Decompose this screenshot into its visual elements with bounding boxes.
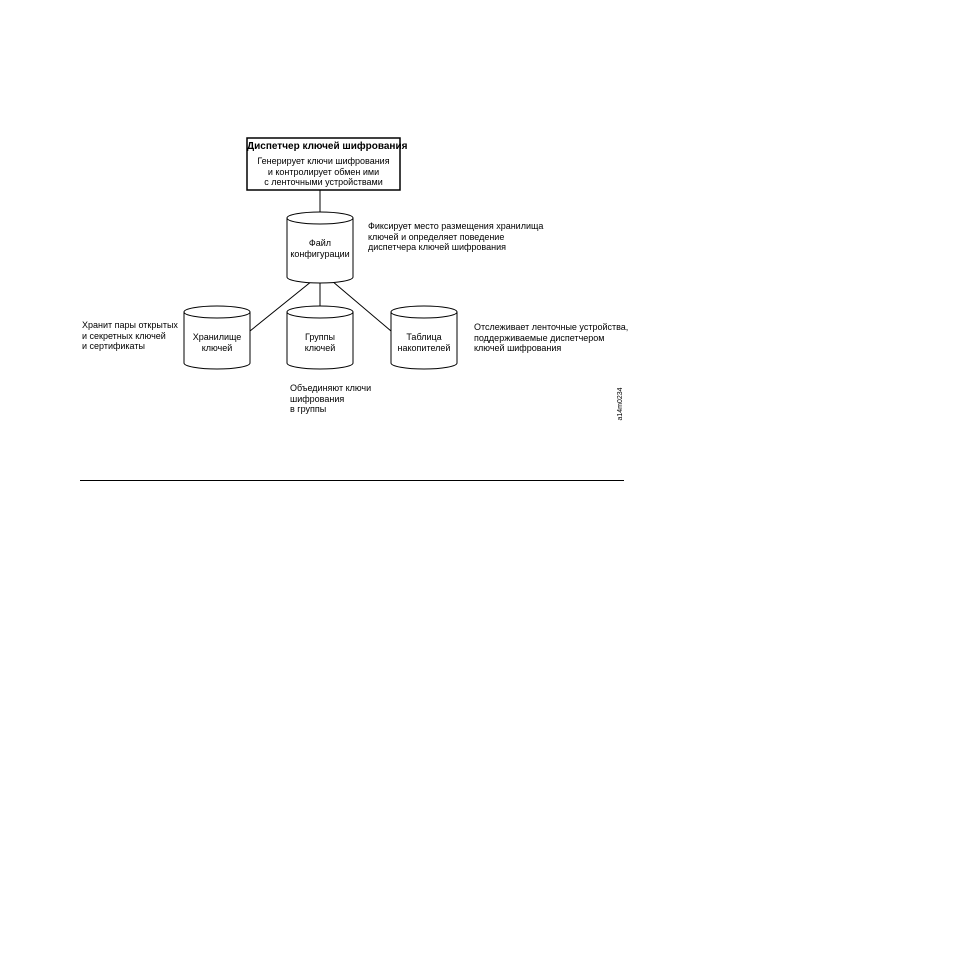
keystore-label-line: Хранилище: [192, 332, 242, 342]
figure-bottom-rule: [80, 480, 624, 481]
keystore-label-line: ключей: [201, 342, 233, 353]
config-file-label: [287, 238, 353, 259]
manager-description-line: с ленточными устройствами: [264, 177, 383, 187]
key-groups-label-line: ключей: [304, 342, 336, 353]
config-file-label-line: конфигурации: [290, 248, 350, 259]
key-groups-note: [290, 383, 371, 415]
keystore-note-line: Хранит пары открытых: [82, 320, 178, 330]
config-file-note-line: ключей и определяет поведение: [368, 231, 505, 242]
keystore-note-line: и сертификаты: [82, 341, 145, 351]
drive-table-label-line: Таблица: [406, 332, 442, 342]
keystore-label: [184, 332, 250, 353]
config-file-note-line: диспетчера ключей шифрования: [368, 242, 506, 252]
manager-description-line: Генерирует ключи шифрования: [257, 156, 390, 166]
key-groups-label: [287, 332, 353, 353]
keystore-note-line: и секретных ключей: [82, 330, 166, 341]
config-file-note-line: Фиксирует место размещения хранилища: [368, 221, 544, 231]
drive-table-note-line: поддерживаемые диспетчером: [474, 332, 605, 343]
figure-id: a14m0234: [617, 387, 624, 421]
keystore-note: [82, 320, 178, 352]
manager-title: Диспетчер ключей шифрования: [247, 141, 408, 152]
config-file-note: [368, 221, 543, 253]
key-groups-label-line: Группы: [305, 332, 335, 342]
drive-table-label: [391, 332, 457, 353]
manager-description: [247, 156, 400, 188]
drive-table-label-line: накопителей: [397, 342, 451, 353]
manager-description-line: и контролирует обмен ими: [267, 166, 380, 177]
key-groups-note-line: Объединяют ключи: [290, 383, 372, 393]
drive-table-note-line: Отслеживает ленточные устройства,: [474, 322, 629, 332]
key-groups-note-line: шифрования: [290, 393, 345, 404]
config-file-label-line: Файл: [308, 238, 332, 248]
drive-table-note: [474, 322, 628, 354]
drive-table-note-line: ключей шифрования: [474, 343, 562, 353]
key-groups-note-line: в группы: [290, 404, 327, 414]
